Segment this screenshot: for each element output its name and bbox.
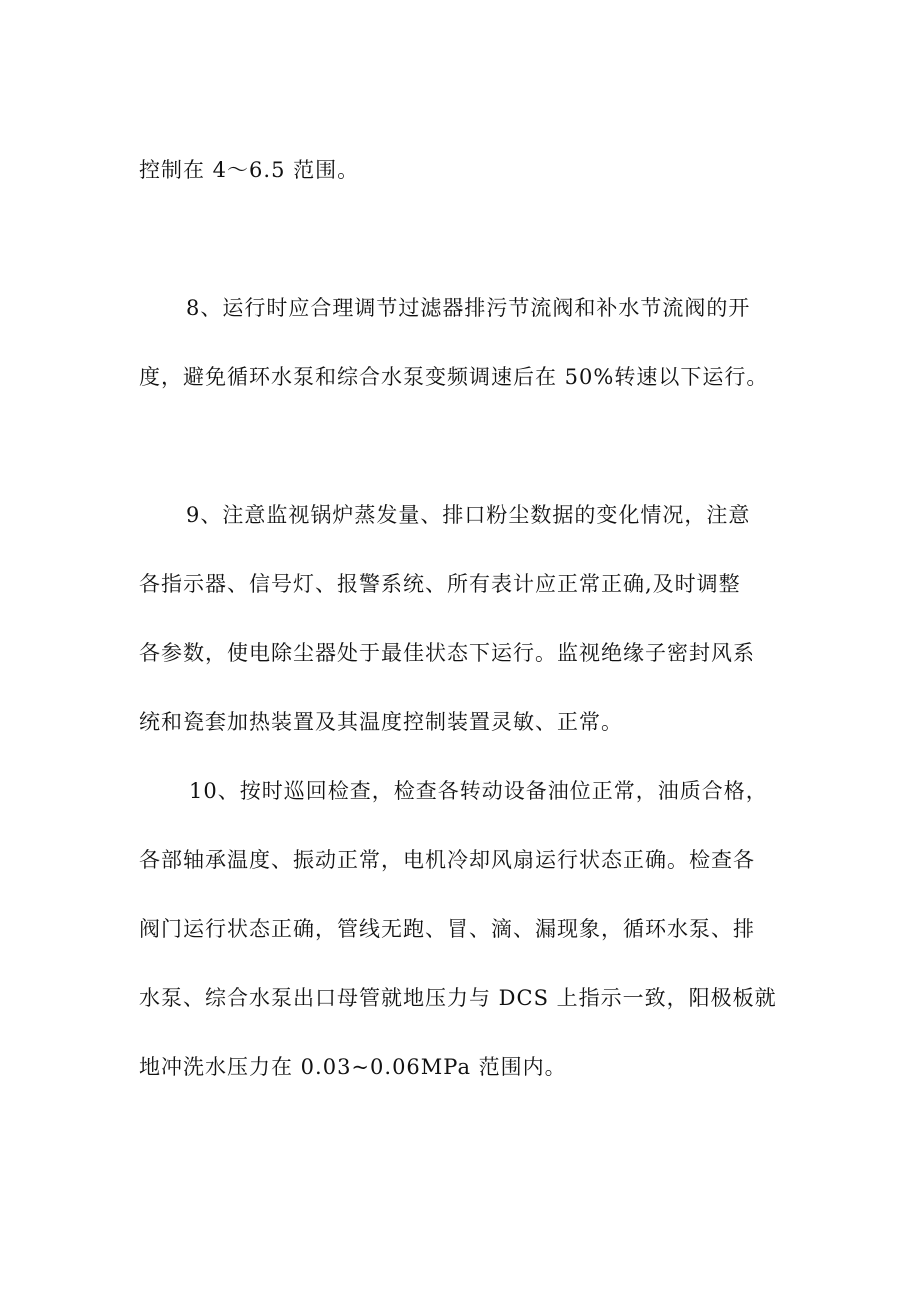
text-line: 控制在 4～6.5 范围。 — [139, 158, 360, 182]
text-line: 各部轴承温度、振动正常，电机冷却风扇运行状态正确。检查各 — [139, 848, 755, 872]
text-line: 阀门运行状态正确，管线无跑、冒、滴、漏现象，循环水泵、排 — [139, 917, 755, 941]
text-line: 8、运行时应合理调节过滤器排污节流阀和补水节流阀的开 — [186, 296, 751, 320]
text-line: 10、按时巡回检查，检查各转动设备油位正常，油质合格， — [189, 779, 768, 803]
text-line: 各指示器、信号灯、报警系统、所有表计应正常正确,及时调整 — [139, 572, 741, 596]
text-line: 水泵、综合水泵出口母管就地压力与 DCS 上指示一致，阳极板就 — [139, 986, 777, 1010]
text-line: 9、注意监视锅炉蒸发量、排口粉尘数据的变化情况，注意 — [186, 503, 751, 527]
text-line: 统和瓷套加热装置及其温度控制装置灵敏、正常。 — [139, 710, 623, 734]
text-line: 地冲洗水压力在 0.03~0.06MPa 范围内。 — [139, 1055, 567, 1079]
text-line: 各参数，使电除尘器处于最佳状态下运行。监视绝缘子密封风系 — [139, 641, 755, 665]
text-line: 度，避免循环水泵和综合水泵变频调速后在 50%转速以下运行。 — [139, 365, 769, 389]
